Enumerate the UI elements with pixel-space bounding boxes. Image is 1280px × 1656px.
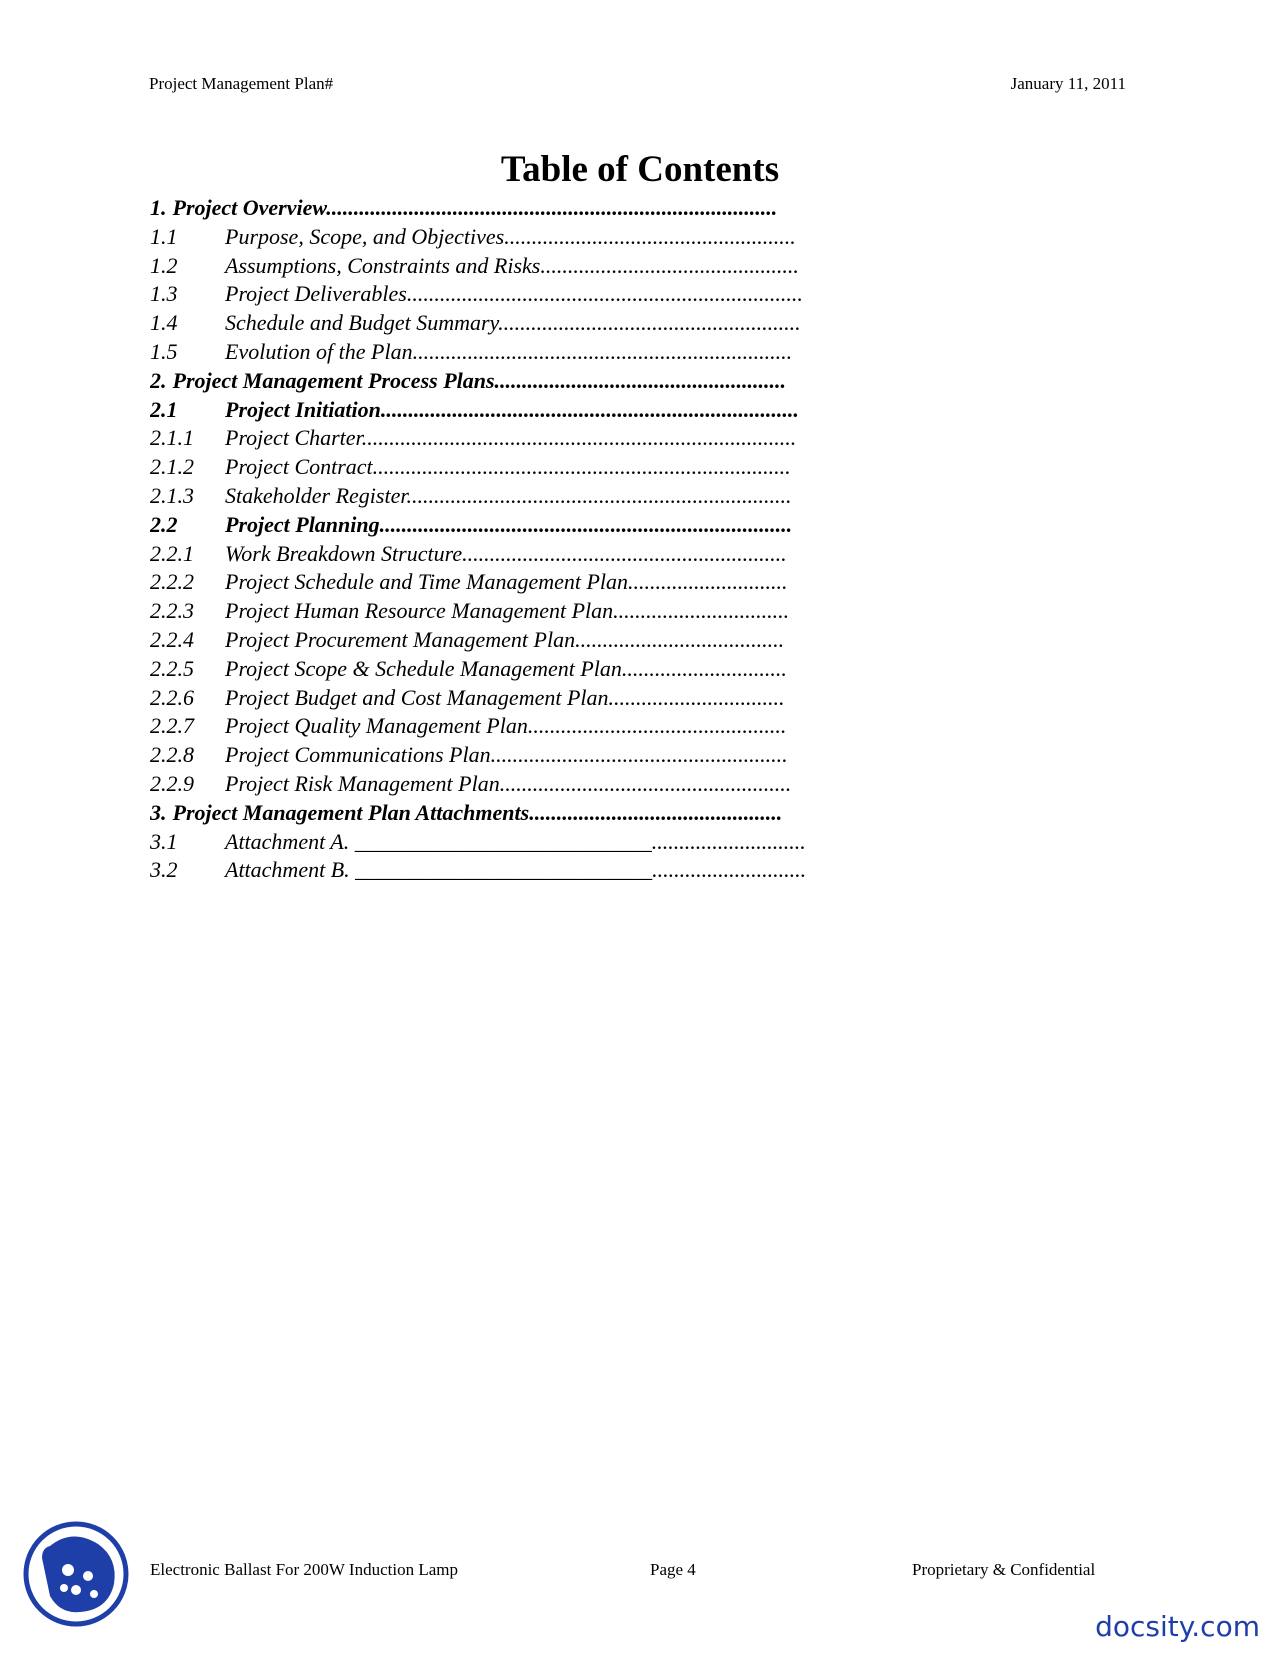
toc-entry-leader: ..................................................... — [499, 770, 792, 796]
toc-entry-number: 1.2 — [150, 252, 178, 278]
toc-entry-number: 2.2.8 — [150, 742, 194, 768]
toc-entry-leader: ............................ — [651, 828, 806, 854]
toc-entry-title: Project Communications Plan — [225, 742, 491, 768]
table-of-contents — [150, 194, 890, 885]
toc-entry-leader: .............................................. — [529, 799, 783, 825]
toc-entry-leader: ................................ — [608, 684, 785, 710]
toc-entry-leader: ............................................... — [527, 713, 787, 739]
docsity-logo-icon — [20, 1518, 132, 1630]
toc-entry-number: 3. — [150, 799, 167, 825]
toc-entry-number: 2.2.9 — [150, 770, 194, 796]
toc-entry[interactable] — [150, 712, 890, 741]
toc-entry-leader: .............................. — [621, 655, 787, 681]
toc-entry-leader: ........................................................... — [462, 540, 787, 566]
toc-entry-title: Project Risk Management Plan — [225, 770, 500, 796]
footer-page-number: Page 4 — [650, 1560, 696, 1579]
toc-entry[interactable] — [150, 280, 890, 309]
toc-entry-number: 2.2 — [150, 511, 178, 537]
toc-entry-number: 2.2.3 — [150, 598, 194, 624]
toc-entry-title: Attachment A. ___________________________ — [225, 828, 652, 854]
toc-entry[interactable] — [150, 482, 890, 511]
toc-entry-number: 2.2.5 — [150, 655, 194, 681]
toc-entry-number: 2.2.1 — [150, 540, 194, 566]
toc-entry-number: 1.4 — [150, 310, 178, 336]
toc-entry-title: Purpose, Scope, and Objectives — [225, 223, 505, 249]
toc-entry-title: Project Budget and Cost Management Plan — [225, 684, 609, 710]
toc-entry-number: 2.1.1 — [150, 425, 194, 451]
toc-entry-leader: .................................................................................. — [326, 195, 778, 220]
toc-entry[interactable] — [150, 424, 890, 453]
toc-entry-title: Project Initiation — [225, 396, 381, 422]
toc-entry-leader: ....................................................... — [498, 310, 801, 336]
toc-entry-title: Project Charter — [225, 425, 362, 451]
toc-entry-number: 2.2.7 — [150, 713, 194, 739]
toc-entry-leader: ................................ — [613, 598, 790, 624]
toc-entry-number: 2. — [150, 367, 167, 393]
toc-entry-number: 2.2.2 — [150, 569, 194, 595]
toc-entry-title: Project Planning — [225, 511, 380, 537]
footer-document-title: Electronic Ballast For 200W Induction Lamp — [150, 1560, 458, 1579]
header-left-text: Project Management Plan# — [149, 74, 334, 93]
header-date: January 11, 2011 — [1010, 74, 1126, 93]
toc-entry[interactable] — [150, 770, 890, 799]
toc-entry-title: Assumptions, Constraints and Risks — [225, 252, 541, 278]
toc-entry-leader: ............................ — [652, 857, 807, 883]
toc-entry[interactable] — [150, 367, 890, 396]
toc-entry-title: Schedule and Budget Summary — [225, 310, 499, 336]
toc-entry-title: Project Schedule and Time Management Plan — [225, 569, 629, 595]
toc-entry-title: Work Breakdown Structure — [225, 540, 463, 566]
toc-entry[interactable] — [150, 396, 890, 425]
toc-entry-title: Evolution of the Plan — [225, 338, 413, 364]
toc-entry[interactable] — [150, 540, 890, 569]
toc-entry-leader: ............................................................................ — [372, 454, 791, 480]
toc-entry[interactable] — [150, 568, 890, 597]
page-title: Table of Contents — [500, 149, 780, 190]
toc-entry-title: Project Contract — [225, 454, 373, 480]
toc-entry-leader: ........................................................................... — [379, 511, 793, 537]
toc-entry-number: 2.2.6 — [150, 684, 194, 710]
toc-entry[interactable] — [150, 655, 890, 684]
toc-entry-leader: ...................................................... — [490, 742, 788, 768]
toc-entry-leader: ...................................... — [575, 626, 785, 652]
toc-entry[interactable] — [150, 856, 890, 885]
toc-entry-number: 3.1 — [150, 828, 178, 854]
docsity-brand-link[interactable]: docsity.com — [1095, 1610, 1260, 1643]
toc-entry[interactable] — [150, 741, 890, 770]
toc-entry[interactable] — [150, 684, 890, 713]
toc-entry-title: Project Scope & Schedule Management Plan — [225, 655, 622, 681]
toc-entry-number: 2.1 — [150, 396, 178, 422]
toc-entry-title: Project Deliverables — [225, 281, 407, 307]
toc-entry-title: Project Procurement Management Plan — [225, 626, 576, 652]
toc-entry-number: 1.1 — [150, 223, 178, 249]
toc-entry-leader: ........................................................................ — [406, 281, 803, 307]
toc-entry[interactable] — [150, 309, 890, 338]
toc-entry-leader: ..................................................................... — [412, 338, 793, 364]
toc-entry[interactable] — [150, 194, 890, 223]
toc-entry-title: Stakeholder Register — [225, 482, 407, 508]
toc-entry[interactable] — [150, 511, 890, 540]
toc-entry[interactable] — [150, 626, 890, 655]
toc-entry-leader: ............................. — [628, 569, 788, 595]
toc-entry-number: 2.1.2 — [150, 454, 194, 480]
toc-entry-leader: ..................................................... — [504, 223, 796, 249]
toc-entry[interactable] — [150, 799, 890, 828]
toc-entry-leader: ..................................................... — [494, 367, 787, 393]
footer-confidential: Proprietary & Confidential — [912, 1560, 1096, 1579]
toc-entry-number: 3.2 — [150, 857, 178, 883]
toc-entry-title: Attachment B. ___________________________ — [225, 857, 653, 883]
toc-entry[interactable] — [150, 453, 890, 482]
toc-entry-title: Project Quality Management Plan — [225, 713, 528, 739]
toc-entry-title: Project Human Resource Management Plan — [225, 598, 614, 624]
toc-entry[interactable] — [150, 828, 890, 857]
toc-entry-number: 1.5 — [150, 338, 178, 364]
toc-entry-number: 1. — [150, 195, 167, 220]
toc-entry-leader: ............................................................................ — [380, 396, 799, 422]
toc-entry[interactable] — [150, 338, 890, 367]
toc-entry-leader: ............................................................................... — [361, 425, 797, 451]
toc-entry-leader: ............................................... — [540, 252, 799, 278]
toc-entry-number: 1.3 — [150, 281, 178, 307]
toc-entry-number: 2.2.4 — [150, 626, 194, 652]
toc-entry-title: Project Overview — [172, 195, 327, 220]
toc-entry[interactable] — [150, 223, 890, 252]
toc-entry[interactable] — [150, 597, 890, 626]
toc-entry[interactable] — [150, 252, 890, 281]
toc-entry-title: Project Management Plan Attachments — [172, 799, 530, 825]
toc-entry-leader: ...................................................................... — [406, 482, 792, 508]
toc-entry-title: Project Management Process Plans — [172, 367, 495, 393]
toc-entry-number: 2.1.3 — [150, 482, 194, 508]
